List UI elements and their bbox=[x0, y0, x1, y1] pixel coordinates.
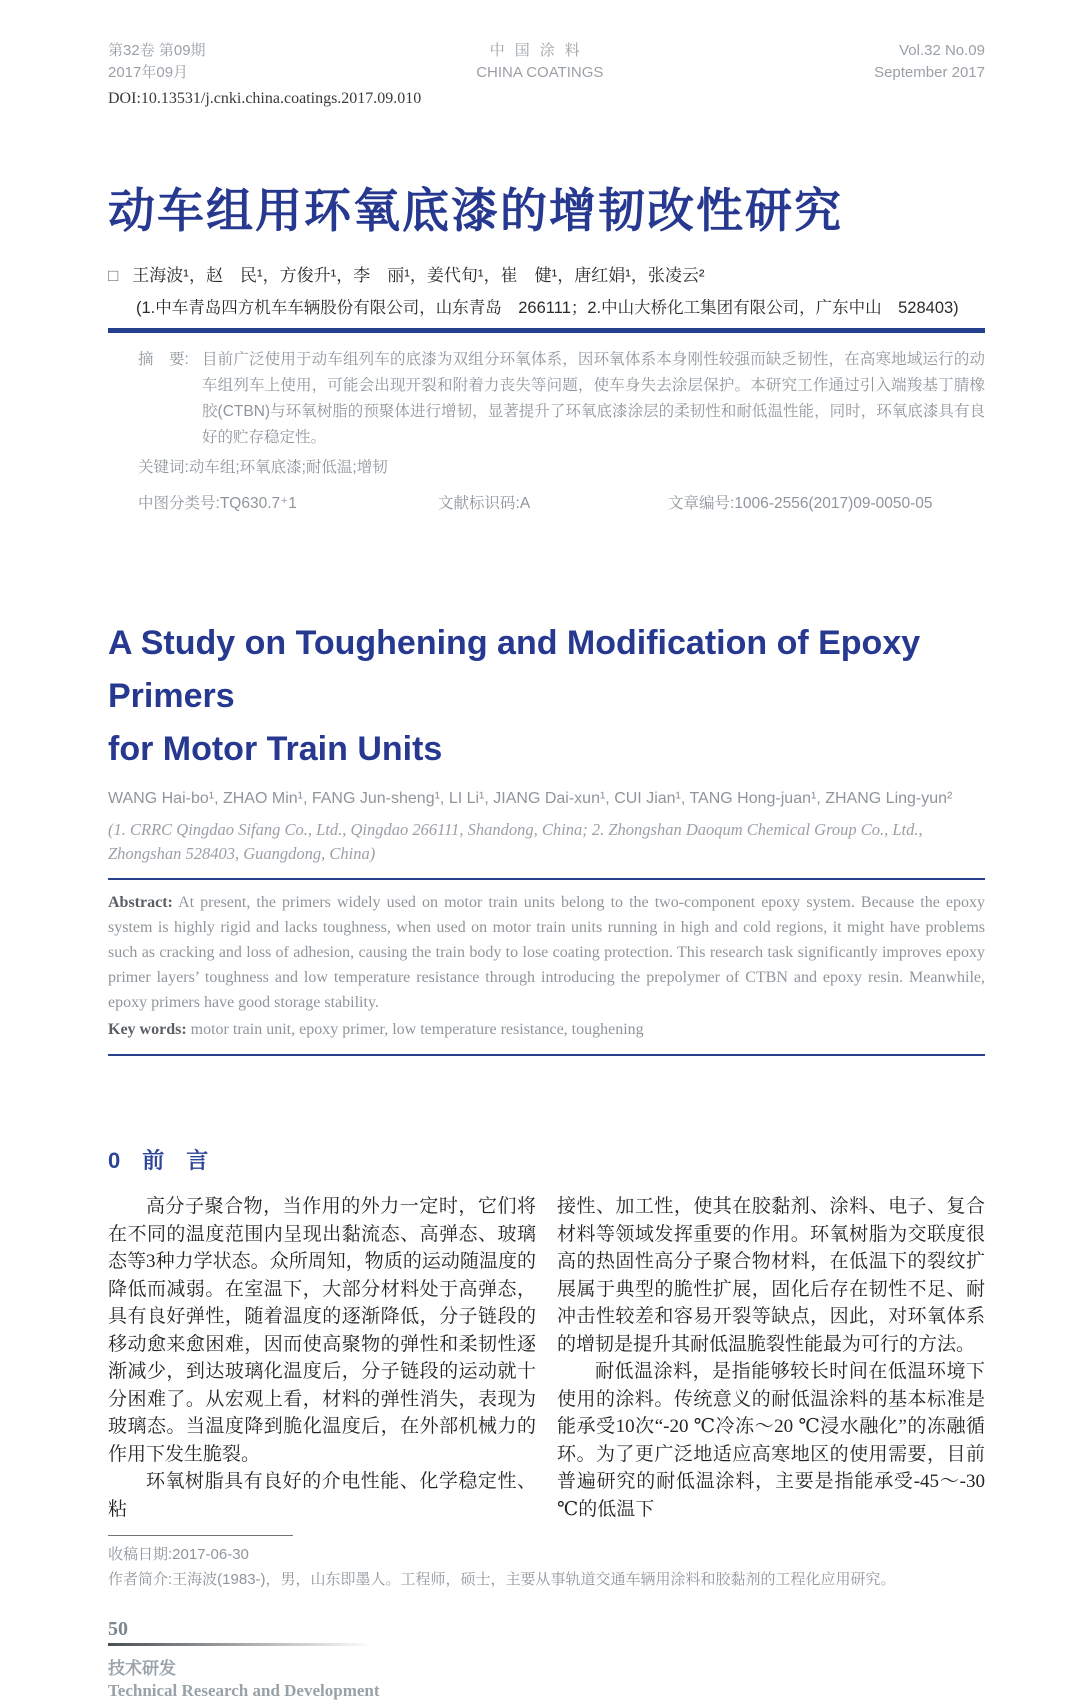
footnote-rule bbox=[108, 1535, 293, 1536]
footer-category-en: Technical Research and Development bbox=[108, 1681, 380, 1700]
received-label: 收稿日期: bbox=[108, 1546, 173, 1563]
abstract-text-en: At present, the primers widely used on motor train units belong to the two-component epoxy system. Because the epoxy system is highly rigid and lacks toughness, when used on motor train units running in high and cold regions, it might have problems such as cracking and loss of adhesion, causing the train body to lose coating protection. This research task significantly improves epoxy primer layers’ toughness and low temperature resistance through introducing the prepolymer of CTBN and epoxy resin. Meanwhile, epoxy primers have good storage stability. bbox=[108, 894, 985, 1011]
clc-value: TQ630.7⁺1 bbox=[219, 495, 297, 512]
article-id-label: 文章编号: bbox=[668, 495, 735, 512]
keywords-text-cn: 动车组;环氧底漆;耐低温;增韧 bbox=[188, 459, 388, 476]
article-title-cn: 动车组用环氧底漆的增韧改性研究 bbox=[108, 184, 843, 237]
article-title-en-line1: A Study on Toughening and Modification of Epoxy Primers bbox=[108, 624, 921, 715]
journal-volume-en: Vol.32 No.09 bbox=[899, 42, 985, 59]
abstract-bottom-rule bbox=[108, 1054, 985, 1056]
author-bio-line bbox=[108, 1567, 985, 1592]
doc-code-item bbox=[438, 491, 668, 513]
paper-page bbox=[108, 0, 985, 1701]
abstract-label-en: Abstract: bbox=[108, 894, 173, 911]
journal-issue-cn bbox=[108, 40, 206, 84]
clc-label: 中图分类号: bbox=[138, 495, 220, 512]
footer-category-cn: 技术研发 bbox=[108, 1659, 176, 1678]
article-id-value: 1006-2556(2017)09-0050-05 bbox=[734, 495, 933, 512]
section-title: 前言 bbox=[142, 1148, 231, 1173]
left-column bbox=[108, 1193, 536, 1523]
doi-line: DOI:10.13531/j.cnki.china.coatings.2017.09.010 bbox=[108, 90, 422, 107]
affiliation-cn: (1.中车青岛四方机车车辆股份有限公司，山东青岛 266111；2.中山大桥化工集团有限公司，广东中山 528403) bbox=[136, 299, 959, 317]
journal-volume-cn: 第32卷 第09期 bbox=[108, 42, 206, 59]
footnote-block bbox=[108, 1535, 985, 1592]
journal-name-en: CHINA COATINGS bbox=[476, 64, 604, 81]
abstract-top-rule bbox=[108, 878, 985, 880]
abstract-label-cn: 摘 要: bbox=[138, 351, 189, 368]
bio-text: 王海波(1983-)，男，山东即墨人。工程师，硕士，主要从事轨道交通车辆用涂料和胶黏剂的工程化应用研究。 bbox=[172, 1571, 896, 1588]
author-marker-icon: □ bbox=[108, 266, 119, 285]
paragraph: 耐低温涂料，是指能够较长时间在低温环境下使用的涂料。传统意义的耐低温涂料的基本标准是能承受10次“-20 ℃冷冻～20 ℃浸水融化”的冻融循环。为了更广泛地适应高寒地区的使用需要，目前普遍研究的耐低温涂料，主要是指能承受-45～-30 ℃的低温下 bbox=[557, 1361, 985, 1520]
paragraph: 接性、加工性，使其在胶黏剂、涂料、电子、复合材料等领域发挥重要的作用。环氧树脂为交联度很高的热固性高分子聚合物材料，在低温下的裂纹扩展属于典型的脆性扩展，固化后存在韧性不足、耐冲击性较差和容易开裂等缺点，因此，对环氧体系的增韧是提升其耐低温脆裂性能最为可行的方法。 bbox=[557, 1196, 985, 1355]
journal-name-cn: 中国涂料 bbox=[489, 42, 590, 59]
journal-issue-en bbox=[874, 40, 985, 84]
keywords-en bbox=[108, 1017, 985, 1042]
bio-label: 作者简介: bbox=[108, 1571, 173, 1588]
keywords-cn bbox=[108, 455, 985, 477]
doc-code-value: A bbox=[519, 495, 531, 512]
title-divider-bar bbox=[108, 328, 985, 333]
footer-gradient-rule bbox=[108, 1643, 373, 1646]
paragraph: 环氧树脂具有良好的介电性能、化学稳定性、粘 bbox=[108, 1471, 536, 1520]
section-heading bbox=[108, 1144, 985, 1175]
received-date-line bbox=[108, 1542, 985, 1567]
affiliation-en: (1. CRRC Qingdao Sifang Co., Ltd., Qingdao 266111, Shandong, China; 2. Zhongshan Daoqum Chemical Group Co., Ltd., Zhongshan 528403, Guangdong, China) bbox=[108, 820, 923, 863]
abstract-en bbox=[108, 890, 985, 1015]
article-id-item bbox=[668, 491, 933, 513]
keywords-label-cn: 关键词: bbox=[138, 459, 189, 476]
right-column bbox=[557, 1193, 985, 1523]
keywords-label-en: Key words: bbox=[108, 1021, 187, 1038]
abstract-cn bbox=[108, 347, 985, 451]
section-number: 0 bbox=[108, 1148, 121, 1173]
clc-item bbox=[138, 491, 438, 513]
authors-cn-names: 王海波¹，赵 民¹，方俊升¹，李 丽¹，姜代旬¹，崔 健¹，唐红娟¹，张凌云² bbox=[132, 266, 705, 285]
journal-header bbox=[108, 40, 985, 84]
two-column-body bbox=[108, 1193, 985, 1523]
doc-code-label: 文献标识码: bbox=[438, 495, 520, 512]
authors-cn bbox=[108, 261, 985, 286]
article-title-en-line2: for Motor Train Units bbox=[108, 730, 443, 768]
received-date: 2017-06-30 bbox=[172, 1546, 249, 1563]
authors-en: WANG Hai-bo¹, ZHAO Min¹, FANG Jun-sheng¹, LI Li¹, JIANG Dai-xun¹, CUI Jian¹, TANG Hong-juan¹, ZHANG Ling-yun² bbox=[108, 790, 953, 807]
classification-row bbox=[108, 491, 985, 513]
abstract-text-cn: 目前广泛使用于动车组列车的底漆为双组分环氧体系，因环氧体系本身刚性较强而缺乏韧性，在高寒地域运行的动车组列车上使用，可能会出现开裂和附着力丧失等问题，使车身失去涂层保护。本研究工作通过引入端羧基丁腈橡胶(CTBN)与环氧树脂的预聚体进行增韧，显著提升了环氧底漆涂层的柔韧性和耐低温性能，同时，环氧底漆具有良好的贮存稳定性。 bbox=[202, 351, 985, 446]
article-title-en bbox=[108, 617, 985, 776]
page-number: 50 bbox=[108, 1618, 128, 1640]
journal-date-cn: 2017年09月 bbox=[108, 64, 189, 81]
journal-date-en: September 2017 bbox=[874, 64, 985, 81]
journal-name bbox=[476, 40, 603, 84]
paragraph: 高分子聚合物，当作用的外力一定时，它们将在不同的温度范围内呈现出黏流态、高弹态、玻璃态等3种力学状态。众所周知，物质的运动随温度的降低而减弱。在室温下，大部分材料处于高弹态，具有良好弹性，随着温度的逐渐降低，分子链段的移动愈来愈困难，因而使高聚物的弹性和柔韧性逐渐减少，到达玻璃化温度后，分子链段的运动就十分困难了。从宏观上看，材料的弹性消失，表现为玻璃态。当温度降到脆化温度后，在外部机械力的作用下发生脆裂。 bbox=[108, 1196, 536, 1465]
keywords-text-en: motor train unit, epoxy primer, low temperature resistance, toughening bbox=[186, 1021, 644, 1038]
